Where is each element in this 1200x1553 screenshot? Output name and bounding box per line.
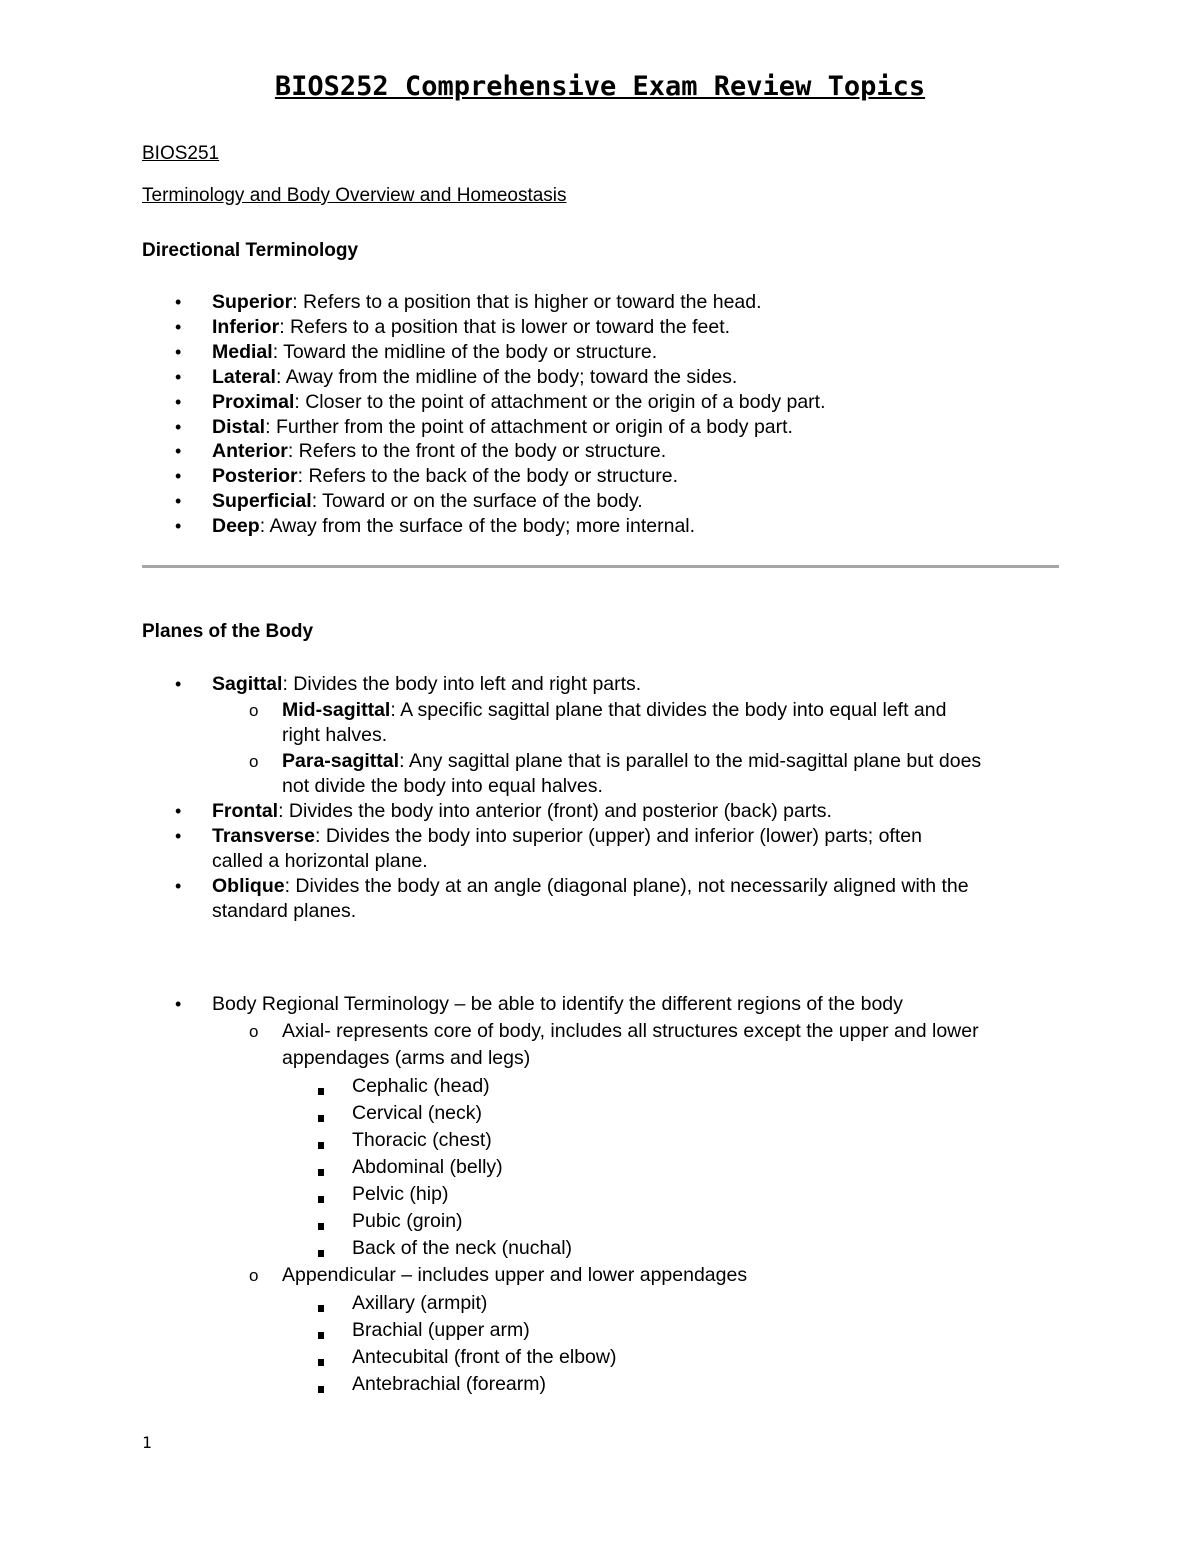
- list-item-continuation: appendages (arms and legs): [282, 1047, 531, 1069]
- list-item: Cephalic (head): [352, 1075, 490, 1097]
- bullet-marker: •: [175, 342, 182, 362]
- list-item: Pubic (groin): [352, 1210, 463, 1232]
- list-item: Cervical (neck): [352, 1102, 483, 1124]
- bullet-marker: •: [175, 876, 182, 896]
- list-item: Antebrachial (forearm): [352, 1373, 546, 1395]
- circle-marker: o: [249, 1266, 259, 1285]
- unit-heading: Terminology and Body Overview and Homeostasis: [142, 185, 567, 206]
- square-bullet-icon: [318, 1244, 324, 1262]
- circle-marker: o: [249, 1022, 259, 1041]
- list-item: Superior: Refers to a position that is higher or toward the head.: [212, 291, 762, 313]
- list-item-continuation: not divide the body into equal halves.: [282, 775, 603, 797]
- list-item-continuation: standard planes.: [212, 900, 357, 922]
- square-bullet-icon: [318, 1082, 324, 1100]
- list-item: Body Regional Terminology – be able to identify the different regions of the body: [212, 993, 903, 1015]
- list-item: Mid-sagittal: A specific sagittal plane that divides the body into equal left and: [282, 699, 947, 721]
- list-item: Oblique: Divides the body at an angle (diagonal plane), not necessarily aligned with the: [212, 875, 969, 897]
- bullet-marker: •: [175, 516, 182, 536]
- horizontal-rule: [142, 565, 1059, 568]
- bullet-marker: •: [175, 801, 182, 821]
- list-item-continuation: called a horizontal plane.: [212, 850, 428, 872]
- list-item: Inferior: Refers to a position that is lower or toward the feet.: [212, 316, 731, 338]
- bullet-marker: •: [175, 417, 182, 437]
- square-bullet-icon: [318, 1190, 324, 1208]
- list-item: Medial: Toward the midline of the body or structure.: [212, 341, 658, 363]
- list-item: Antecubital (front of the elbow): [352, 1346, 617, 1368]
- square-bullet-icon: [318, 1217, 324, 1235]
- document-title: BIOS252 Comprehensive Exam Review Topics: [274, 71, 926, 102]
- square-bullet-icon: [318, 1163, 324, 1181]
- bullet-marker: •: [175, 392, 182, 412]
- list-item: Appendicular – includes upper and lower appendages: [282, 1264, 748, 1286]
- list-item: Back of the neck (nuchal): [352, 1237, 573, 1259]
- list-item: Superficial: Toward or on the surface of the body.: [212, 490, 643, 512]
- list-item: Frontal: Divides the body into anterior (front) and posterior (back) parts.: [212, 800, 832, 822]
- list-item: Anterior: Refers to the front of the body or structure.: [212, 440, 667, 462]
- bullet-marker: •: [175, 441, 182, 461]
- page-number: 1: [142, 1433, 152, 1452]
- list-item: Thoracic (chest): [352, 1129, 492, 1151]
- square-bullet-icon: [318, 1353, 324, 1371]
- list-item: Abdominal (belly): [352, 1156, 503, 1178]
- square-bullet-icon: [318, 1136, 324, 1154]
- bullet-marker: •: [175, 491, 182, 511]
- circle-marker: o: [249, 701, 259, 720]
- square-bullet-icon: [318, 1109, 324, 1127]
- list-item: Lateral: Away from the midline of the body; toward the sides.: [212, 366, 738, 388]
- bullet-marker: •: [175, 826, 182, 846]
- list-item: Para-sagittal: Any sagittal plane that is parallel to the mid-sagittal plane but does: [282, 750, 982, 772]
- list-item: Axillary (armpit): [352, 1292, 488, 1314]
- list-item: Distal: Further from the point of attachment or origin of a body part.: [212, 416, 793, 438]
- square-bullet-icon: [318, 1380, 324, 1398]
- list-item-continuation: right halves.: [282, 724, 388, 746]
- directional-heading: Directional Terminology: [142, 240, 359, 261]
- course-heading: BIOS251: [142, 143, 220, 164]
- list-item: Transverse: Divides the body into superior (upper) and inferior (lower) parts; often: [212, 825, 922, 847]
- list-item: Posterior: Refers to the back of the body or structure.: [212, 465, 679, 487]
- square-bullet-icon: [318, 1326, 324, 1344]
- list-item: Pelvic (hip): [352, 1183, 449, 1205]
- circle-marker: o: [249, 752, 259, 771]
- list-item: Deep: Away from the surface of the body; more internal.: [212, 515, 696, 537]
- square-bullet-icon: [318, 1299, 324, 1317]
- bullet-marker: •: [175, 994, 182, 1014]
- bullet-marker: •: [175, 367, 182, 387]
- planes-heading: Planes of the Body: [142, 621, 314, 642]
- bullet-marker: •: [175, 292, 182, 312]
- bullet-marker: •: [175, 317, 182, 337]
- list-item: Axial- represents core of body, includes all structures except the upper and lower: [282, 1020, 979, 1042]
- list-item: Brachial (upper arm): [352, 1319, 530, 1341]
- list-item: Sagittal: Divides the body into left and right parts.: [212, 673, 642, 695]
- bullet-marker: •: [175, 674, 182, 694]
- bullet-marker: •: [175, 466, 182, 486]
- list-item: Proximal: Closer to the point of attachment or the origin of a body part.: [212, 391, 826, 413]
